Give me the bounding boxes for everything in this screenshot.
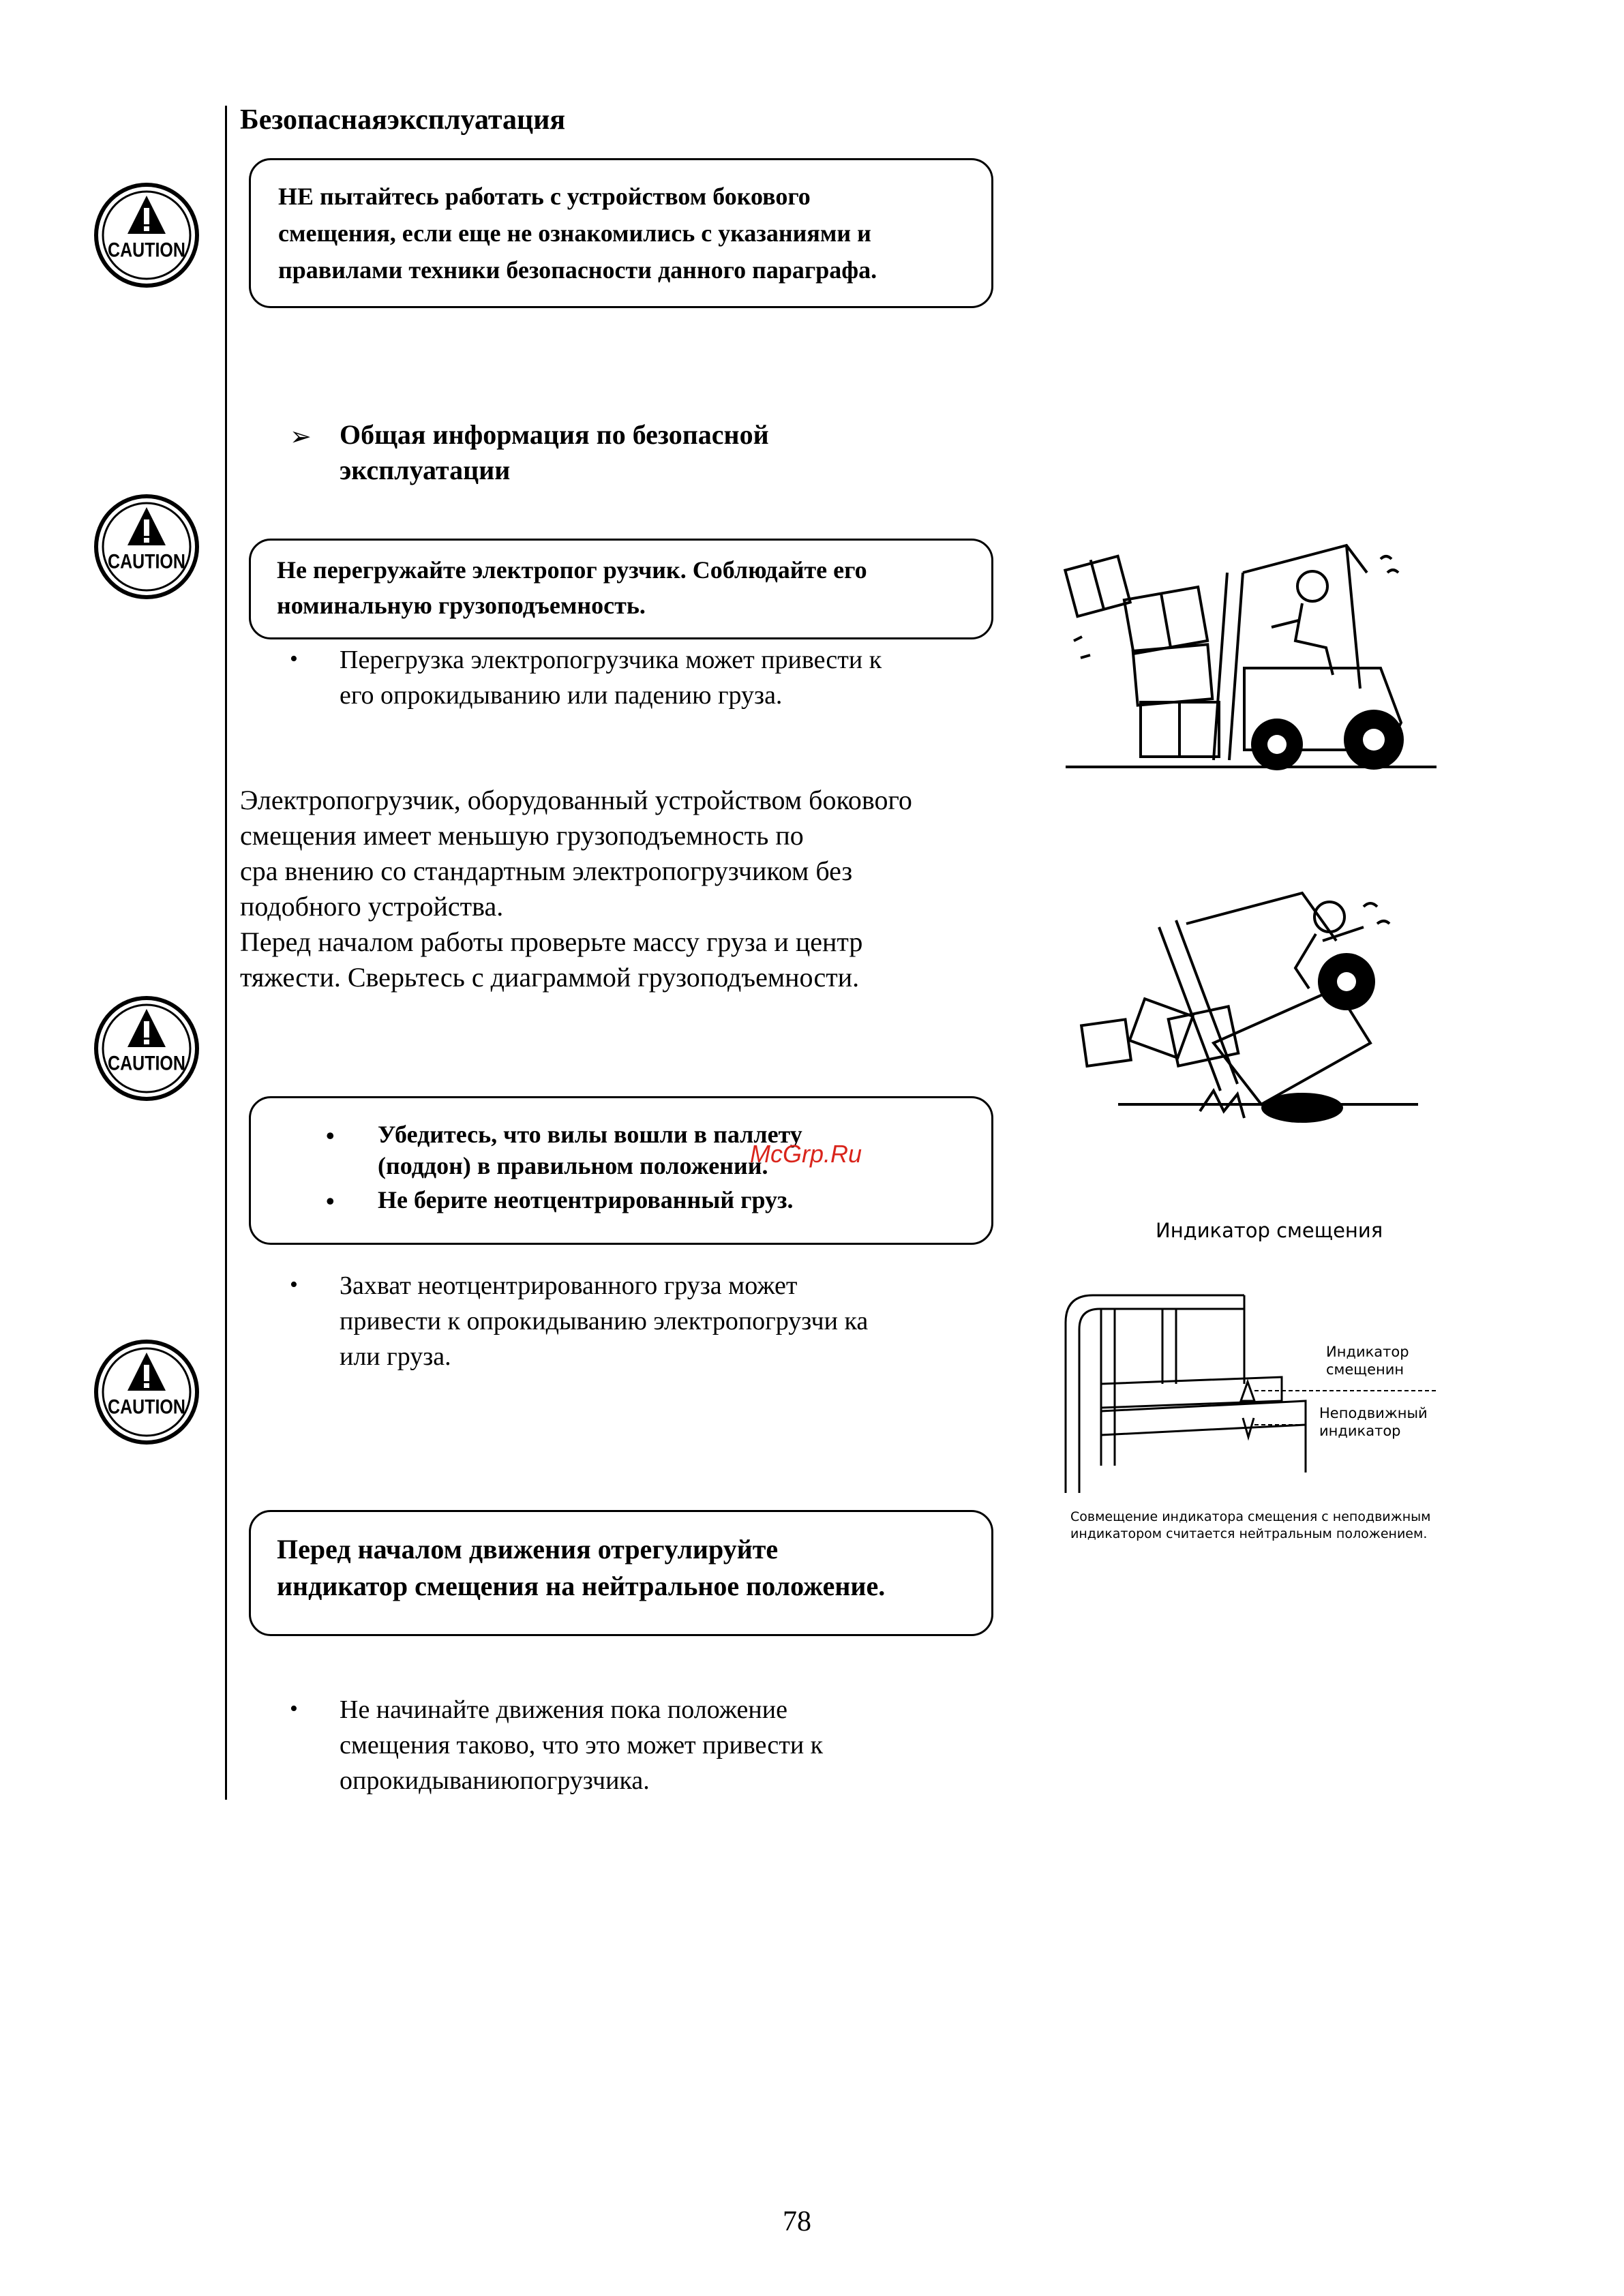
- text-line: смещения таково, что это может привести к: [340, 1731, 824, 1759]
- section-title: Безопаснаяэксплуатация: [240, 104, 566, 136]
- watermark: McGrp.Ru: [750, 1140, 862, 1168]
- bullet-offcenter-text: [340, 1268, 868, 1374]
- text-line: смещения имеет меньшую грузоподъемность по: [240, 820, 804, 851]
- text-line: Электропогрузчик, оборудованный устройством бокового: [240, 785, 912, 815]
- box-line: индикатор смещения на нейтральное положение.: [277, 1571, 886, 1601]
- text-line: Перед началом работы проверьте массу груза и центр: [240, 926, 863, 957]
- label-line: индикатор: [1319, 1423, 1401, 1439]
- subheading-line: Общая информация по безопасной: [340, 419, 769, 450]
- bullet-icon: •: [326, 1122, 335, 1149]
- label-line: смещенин: [1326, 1361, 1404, 1378]
- text-line: или груза.: [340, 1342, 451, 1371]
- box-line: (поддон) в правильном положении.: [378, 1152, 768, 1179]
- text-line: его опрокидыванию или падению груза.: [340, 681, 783, 710]
- text-line: привести к опрокидыванию электропогрузчи ка: [340, 1307, 869, 1335]
- warning-box-neutral: [249, 1510, 993, 1636]
- bullet-icon: •: [290, 1696, 298, 1721]
- text-line: сра внению со стандартным электропогрузчиком без: [240, 856, 853, 886]
- bullet-icon: •: [326, 1188, 335, 1215]
- caption-line: индикатором считается нейтральным положением.: [1070, 1526, 1428, 1541]
- bullet-neutral-text: [340, 1692, 823, 1798]
- text-line: опрокидываниюпогрузчика.: [340, 1766, 650, 1795]
- box-line: правилами техники безопасности данного параграфа.: [278, 256, 877, 284]
- box-line: Убедитесь, что вилы вошли в паллету: [378, 1121, 802, 1148]
- text-line: Перегрузка электропогрузчика может привести к: [340, 646, 882, 674]
- subheading-arrow-icon: ➢: [290, 423, 312, 451]
- box-bullet-item: [378, 1184, 793, 1215]
- margin-rule: [225, 106, 227, 1800]
- box-line: Перед началом движения отрегулируйте: [277, 1534, 779, 1565]
- text-line: тяжести. Сверьтесь с диаграммой грузоподъемности.: [240, 962, 860, 993]
- text-line: Захват неотцентрированного груза может: [340, 1271, 798, 1300]
- svg-text:CAUTION: CAUTION: [108, 1051, 185, 1075]
- svg-text:CAUTION: CAUTION: [108, 549, 185, 573]
- caution-icon: [92, 492, 201, 601]
- subheading-line: эксплуатации: [340, 455, 511, 485]
- text-line: Не начинайте движения пока положение: [340, 1695, 787, 1724]
- label-line: Индикатор: [1326, 1344, 1409, 1360]
- tipover-forklift-illustration: [1077, 886, 1432, 1138]
- indicator-caption: [1070, 1509, 1431, 1543]
- indicator-label: [1326, 1343, 1409, 1378]
- box-line: НЕ пытайтесь работать с устройством бокового: [278, 183, 811, 210]
- overload-forklift-illustration: [1060, 532, 1442, 774]
- box-line: номинальную грузоподъемность.: [277, 592, 646, 619]
- svg-text:CAUTION: CAUTION: [108, 238, 185, 262]
- indicator-figure-title: Индикатор смещения: [1156, 1219, 1383, 1242]
- box-line: Не перегружайте электропог рузчик. Соблюдайте его: [277, 556, 867, 584]
- label-line: Неподвижный: [1319, 1405, 1428, 1421]
- bullet-icon: •: [290, 1272, 298, 1297]
- caption-line: Совмещение индикатора смещения с неподвижным: [1070, 1509, 1431, 1524]
- bullet-icon: •: [290, 646, 298, 671]
- caution-icon: [92, 994, 201, 1103]
- subheading: [340, 417, 769, 488]
- box-line: смещения, если еще не ознакомились с указаниями и: [278, 220, 871, 247]
- text-line: подобного устройства.: [240, 891, 504, 922]
- page-number: 78: [783, 2206, 811, 2237]
- side-shift-indicator-diagram: [1060, 1282, 1442, 1500]
- warning-box-forks: [249, 1096, 993, 1245]
- box-bullet-item: [378, 1119, 802, 1181]
- warning-box-overload: [249, 539, 993, 639]
- capacity-paragraph: [240, 783, 912, 995]
- caution-icon: [92, 1338, 201, 1447]
- bullet-overload-text: [340, 642, 882, 713]
- caution-icon: [92, 181, 201, 290]
- svg-text:CAUTION: CAUTION: [108, 1395, 185, 1419]
- warning-box-familiarize: [249, 158, 993, 308]
- box-line: Не берите неотцентрированный груз.: [378, 1186, 794, 1213]
- fixed-indicator-label: [1319, 1404, 1428, 1440]
